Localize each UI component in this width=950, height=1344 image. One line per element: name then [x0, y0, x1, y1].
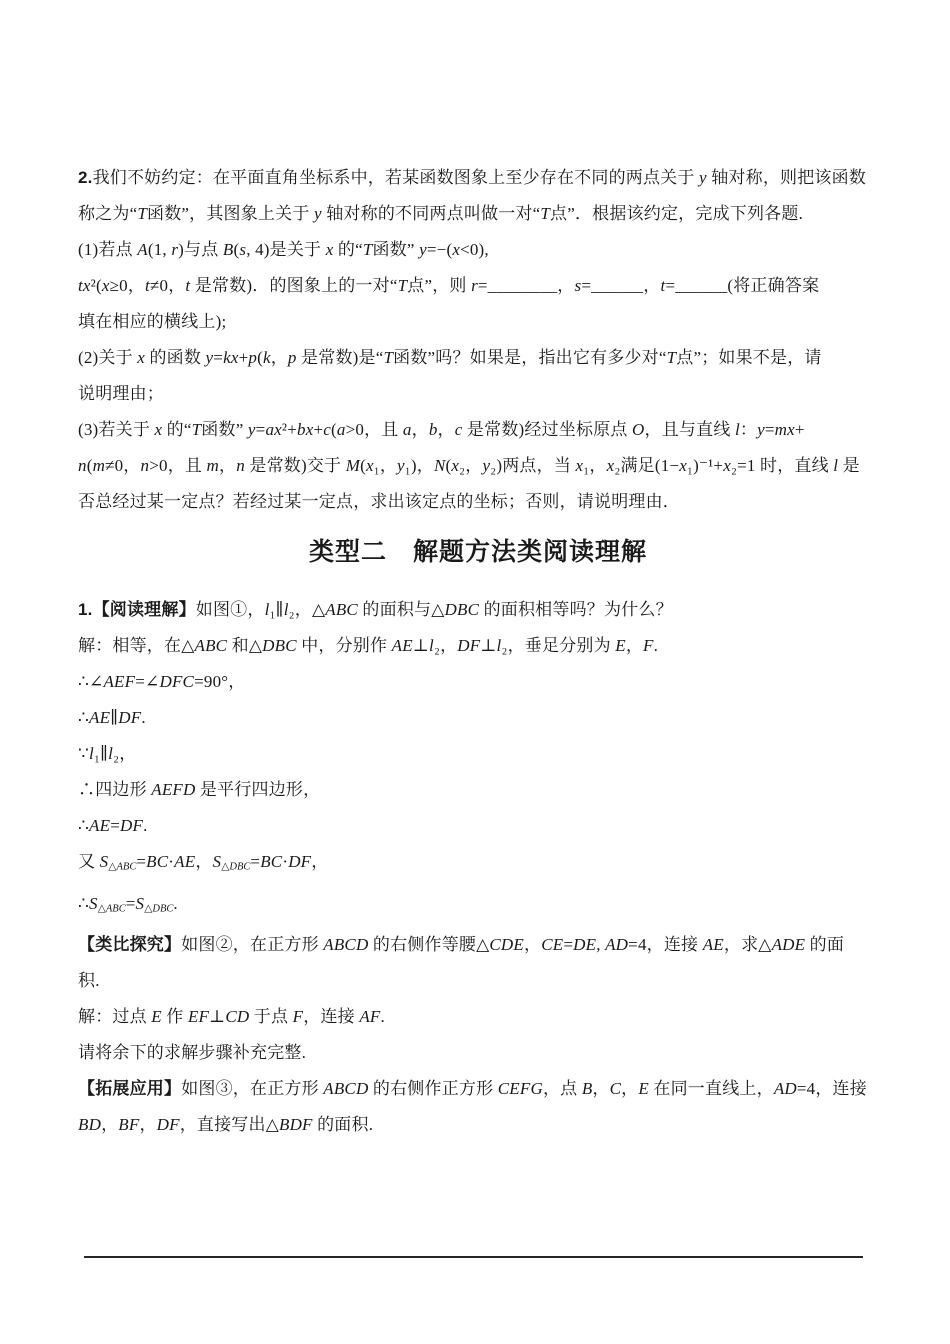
text-line: ∴AE=DF. — [78, 816, 148, 835]
line-bold-prefix: 【类比探究】 — [78, 935, 182, 955]
text-line: 又 $S_{\triangle ABC}=BC\cdot AE$，$S_{\triangle DBC}=BC\cdot DF$， — [78, 852, 329, 873]
text-line: 2.我们不妨约定：在平面直角坐标系中，若某函数图象上至少存在不同的两点关于 y 轴对称，则把该函数 — [78, 168, 867, 187]
text-line: 积. — [78, 971, 100, 991]
text-line: (3)若关于 x 的“T函数” y=ax²+bx+c(a>0，且 a，b，c 是常数)经过坐标原点 O，且与直线 l：y=mx+ — [78, 420, 805, 439]
text-line: tx²(x≥0，t≠0，t 是常数)．的图象上的一对“T点”，则 r=________，s=______，t=______(将正确答案 — [78, 276, 820, 295]
document-content — [78, 160, 878, 1143]
line-bold-prefix: 2. — [78, 168, 93, 187]
text-line: BD，BF，DF，直接写出△BDF 的面积. — [78, 1115, 374, 1135]
text-line: ∵l₁∥l₂， — [78, 744, 137, 763]
text-line: 【类比探究】如图②，在正方形 ABCD 的右侧作等腰△CDE，CE=DE, AD=4，连接 AE，求△ADE 的面 — [78, 935, 845, 955]
text-line: 请将余下的求解步骤补充完整. — [78, 1043, 307, 1063]
section-heading: 类型二 解题方法类阅读理解 — [308, 538, 647, 566]
text-line: 说明理由； — [78, 384, 164, 403]
text-line: ∴AE∥DF. — [78, 708, 146, 727]
line-bold-prefix: 1.【阅读理解】 — [78, 600, 196, 619]
text-line: ∴四边形 AEFD 是平行四边形， — [78, 780, 321, 799]
line-bold-prefix: 【拓展应用】 — [78, 1079, 182, 1099]
text-line: n(m≠0，n>0，且 m，n 是常数)交于 M(x₁，y₁)，N(x₂，y₂)两点，当 x₁，x₂满足(1−x₁)⁻¹+x₂=1 时，直线 l 是 — [78, 456, 860, 475]
text-line: (2)关于 x 的函数 y=kx+p(k，p 是常数)是“T函数”吗？如果是，指出它有多少对“T点”；如果不是，请 — [78, 348, 822, 367]
text-line: 1.【阅读理解】如图①，l₁∥l₂，△ABC 的面积与△DBC 的面积相等吗？为什么？ — [78, 600, 673, 619]
text-line: 填在相应的横线上); — [78, 312, 227, 331]
text-line: 解：过点 E 作 EF⊥CD 于点 F，连接 AF. — [78, 1007, 385, 1027]
text-line: 称之为“T函数”，其图象上关于 y 轴对称的不同两点叫做一对“T点”．根据该约定，完成下列各题. — [78, 204, 804, 223]
text-line: 解：相等，在△ABC 和△DBC 中，分别作 AE⊥l₂，DF⊥l₂，垂足分别为 E，F. — [78, 636, 659, 655]
text-line: (1)若点 A(1, r)与点 B(s, 4)是关于 x 的“T函数” y=−(x<0), — [78, 240, 489, 259]
problem-2-block — [78, 160, 878, 520]
footer-divider — [84, 1256, 863, 1258]
text-line: $\therefore S_{\triangle ABC}=S_{\triangle DBC}$. — [78, 893, 178, 915]
text-line: 【拓展应用】如图③，在正方形 ABCD 的右侧作正方形 CEFG，点 B，C，E 在同一直线上，AD=4，连接 — [78, 1079, 867, 1099]
text-line: 否总经过某一定点？若经过某一定点，求出该定点的坐标；否则，请说明理由． — [78, 492, 680, 511]
text-line: ∴∠AEF=∠DFC=90°， — [78, 672, 246, 691]
problem-1-block — [78, 592, 878, 1143]
